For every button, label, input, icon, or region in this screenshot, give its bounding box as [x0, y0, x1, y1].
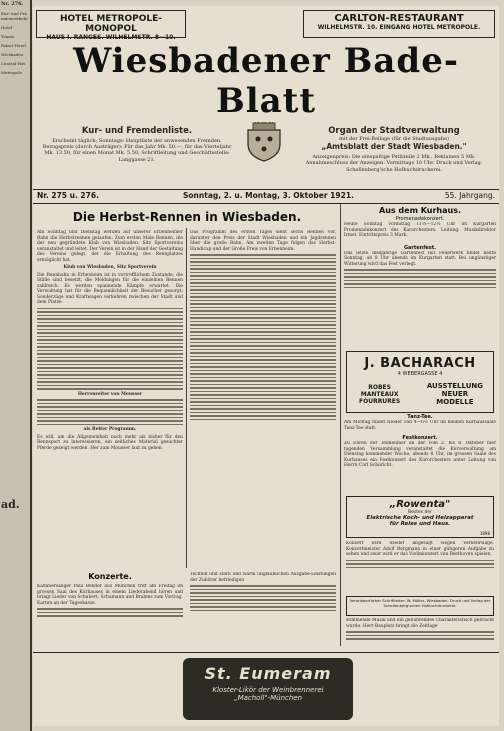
bacharach-advert: [346, 351, 494, 413]
text-line: [37, 332, 183, 334]
text-line: [190, 363, 336, 365]
text-line: [190, 412, 336, 414]
tanztee-text: [344, 420, 496, 431]
text-line: [37, 367, 183, 369]
text-line: [37, 343, 183, 345]
text-line: [190, 610, 336, 612]
text-line: [344, 280, 496, 282]
kurhaus-subheading: Promenadekonzert.: [395, 216, 445, 222]
text-line: [190, 377, 336, 379]
concerts-heading: Konzerte.: [88, 572, 132, 581]
binding-line: Tennis: [1, 34, 15, 39]
binding-line: Hotel: [1, 25, 13, 30]
right-column-lower: [344, 414, 496, 469]
text-line: [190, 596, 336, 598]
kur-fremdenliste-heading: Kur- und Fremdenliste.: [81, 126, 193, 136]
text-line: [37, 615, 183, 617]
text-line: [346, 631, 494, 633]
article-paragraph: Die Rennbahn in Erbenheim ist in vortrefflichem Zustande; die Ställe sind besetzt, die Meldungen für die einzelnen Rennen zahlreich. Es werden spannende Kämpfe erwartet. Die Verwaltung hat für die Bequemlichkeit der Besucher gesorgt; Sonderzüge und Kraftwagen verkehren zwischen der Stadt und dem Platze.: [37, 272, 183, 305]
text-line: [190, 272, 336, 274]
text-line: [190, 606, 336, 608]
amtsblatt-heading: „Amtsblatt der Stadt Wiesbaden.": [321, 142, 467, 152]
text-line: [190, 293, 336, 295]
text-line: [37, 315, 183, 317]
text-line: [344, 287, 496, 289]
publisher-text: Verantwortlicher Schriftleiter: W. Müller, Wiesbaden. Druck und Verlag der Schellenberg'schen Hofbuchdruckerei.: [349, 598, 491, 608]
text-line: [190, 380, 336, 382]
bacharach-name: J. BACHARACH: [364, 356, 476, 371]
bacharach-item: FOURRURES: [359, 398, 401, 405]
text-line: [37, 346, 183, 348]
binding-line: Wiesbaden: [1, 52, 24, 57]
concerts-text: [37, 584, 183, 644]
text-line: [190, 603, 336, 605]
bacharach-left-list: [359, 384, 400, 405]
text-line: [37, 339, 183, 341]
text-line: [37, 403, 183, 405]
bottom-right-text: [346, 618, 494, 652]
text-line: [190, 599, 336, 601]
rowenta-number: 1898: [479, 531, 490, 536]
text-line: [190, 314, 336, 316]
text-line: [37, 350, 183, 352]
bacharach-item: AUSSTELLUNG: [426, 382, 483, 390]
text-line: [190, 342, 336, 344]
text-line: [37, 413, 183, 415]
bacharach-item: MANTEAUX: [360, 391, 399, 398]
text-line: [190, 303, 336, 305]
bacharach-right-list: [427, 382, 483, 406]
volume-year: 55. Jahrgang.: [444, 191, 495, 200]
text-line: [344, 276, 496, 278]
newspaper-sheet: [33, 6, 499, 726]
bottom-right-paragraph: stimmende Musik und ein gebührendes Charakteristisch gebracht wurde. Herr Bauplatz bringt die Zeitlage: [346, 618, 494, 629]
article-title: Die Herbst-Rennen in Wiesbaden.: [72, 210, 302, 224]
text-line: [37, 378, 183, 380]
concerts-paragraph: Kammersänger Paul Bender aus München tritt am Freitag im grossen Saal des Kurhauses in einem Liederabend hören und bringt Lieder von Schubert, Schumann und Brahms zum Vortrag. Karten an der Tageskasse.: [37, 584, 183, 606]
hotel-metropole-ad: [36, 10, 186, 41]
right-header-block: [293, 126, 495, 173]
header-rule-bottom: [33, 203, 499, 204]
column-divider: [186, 228, 187, 568]
konzert-paragraph: Konzert wird wieder abgesagt wegen Verkehrslage. Konzertmeister Adolf Bergmann in einer gütigeren Aufgabe zu sehen und zwar wird er das Violinkonzert von Beethoven spielen.: [346, 541, 494, 557]
article-paragraph: Es will, um die Allgemeinheit noch mehr als bisher für den Rennsport zu interessieren, ein zeitliches Material gesuchter Pferde gezeigt werden. Her zum Mousser laut zu gehen.: [37, 434, 183, 451]
text-line: [37, 385, 183, 387]
carlton-subtitle: WILHELMSTR. 10. EINGANG HOTEL METROPOLE.: [317, 24, 481, 31]
footer-rule: [33, 652, 499, 653]
rowenta-advert: [346, 496, 494, 538]
text-line: [190, 345, 336, 347]
text-line: [37, 410, 183, 412]
text-line: [190, 324, 336, 326]
text-line: [190, 279, 336, 281]
festkonzert-paragraph: Zu Ehren der Teilnehmer an der vom 2. bis 8. Oktober hier tagenden Versammlung veranstaltet die Kurverwaltung am Dienstag kommender Woche, abends 8 Uhr, im grossen Saale des Kurhauses ein Festkonzert des Kurorchesters unter Leitung von Herrn Carl Schuricht.: [344, 441, 496, 468]
text-line: [37, 388, 183, 390]
binding-line: Metropole: [1, 70, 23, 75]
hotel-metropole-subtitle: HAUS I. RANGES. WILHELMSTR. 8—10.: [46, 34, 176, 41]
text-line: [37, 399, 183, 401]
text-line: [346, 635, 494, 637]
text-line: [37, 417, 183, 419]
text-line: [190, 391, 336, 393]
text-line: [190, 258, 336, 260]
binding-number: Nr. 276.: [1, 1, 24, 7]
eumeram-title: St. Eumeram: [204, 664, 332, 683]
rowenta-line: Bestes der: [408, 510, 432, 515]
article-column-2: [190, 230, 336, 568]
binding-mark: ad.: [1, 498, 20, 511]
article-paragraph: Am Sonntag und Dienstag werden auf unserer Erbenheimer Bahn die Herbstrennen gelaufen. Zum ersten Male Rennen, die der neu gegründete Klub von Wiesbaden, Sitz Sportvereins veranstaltet und leitet. Der Verein ist in der Hand der Gestaltung des Vereins gelegt, der die Erhaltung des Rennplatzes ermöglicht hat.: [37, 230, 183, 263]
article-subheading: als Reiter Programm.: [83, 427, 137, 432]
text-line: [346, 563, 494, 565]
eumeram-advert: [183, 658, 353, 720]
rowenta-line: für Reise und Haus.: [389, 521, 451, 527]
gartenfest-heading: Gartenfest.: [403, 244, 437, 251]
text-line: [190, 373, 336, 375]
text-line: [37, 336, 183, 338]
text-line: [190, 415, 336, 417]
text-line: [190, 296, 336, 298]
gartenfest-text: [344, 251, 496, 291]
bacharach-item: MODELLE: [436, 398, 474, 406]
festkonzert-heading: Festkonzert.: [402, 435, 438, 441]
text-line: [37, 360, 183, 362]
text-line: [344, 283, 496, 285]
text-line: [190, 254, 336, 256]
text-line: [190, 349, 336, 351]
text-line: [190, 352, 336, 354]
text-line: [190, 419, 336, 421]
text-line: [190, 408, 336, 410]
binding-line: Palast-Hotel: [1, 43, 26, 48]
masthead-title: Wiesbadener Bade-Blatt: [73, 41, 459, 121]
text-line: [37, 364, 183, 366]
text-line: [37, 612, 183, 614]
text-line: [190, 338, 336, 340]
text-line: [344, 269, 496, 271]
wiesbaden-crest-icon: [245, 122, 283, 162]
text-line: [190, 366, 336, 368]
text-line: [37, 322, 183, 324]
text-line: [190, 317, 336, 319]
text-line: [37, 325, 183, 327]
text-line: [37, 374, 183, 376]
text-line: [190, 310, 336, 312]
rowenta-title: „Rowenta": [389, 499, 451, 510]
kurhaus-heading: Aus dem Kurhaus.: [379, 206, 461, 215]
article-paragraph: Das Programm des ersten Tages sieht sechs Rennen vor, darunter den Preis der Stadt Wiesbaden und ein Jagdrennen über die große Bahn. Am zweiten Tage folgen das Herbst-Handicap und der Große Preis von Erbenheim.: [190, 230, 336, 252]
text-line: [37, 608, 183, 610]
text-line: [190, 394, 336, 396]
text-line: [37, 424, 183, 426]
column-divider: [340, 204, 341, 646]
organ-heading: Organ der Stadtverwaltung: [328, 126, 460, 136]
text-line: [190, 268, 336, 270]
text-line: [190, 307, 336, 309]
binding-line: Central-Hot.: [1, 61, 27, 66]
text-line: [37, 311, 183, 313]
text-line: [190, 384, 336, 386]
left-header-block: [37, 126, 237, 163]
bottom-middle-text: [190, 572, 336, 646]
text-line: [190, 265, 336, 267]
eumeram-subtitle-2: „Macholl"-München: [233, 694, 303, 702]
binding-line: Kur- und Fremdenverkehr: [1, 11, 29, 21]
text-line: [37, 357, 183, 359]
text-line: [190, 370, 336, 372]
text-line: [190, 592, 336, 594]
text-line: [190, 359, 336, 361]
text-line: [37, 381, 183, 383]
advert-rates: Anzeigenpreis: Die einspaltige Petitzeile 2 Mk., Reklamen 5 Mk. Annahmeschluss der Anzeigen: Vormittags 10 Uhr. Druck und Verlag: Schellenberg'sche Hofbuchdruckerei.: [305, 154, 483, 173]
article-subheading: Herrenreiter von Mousser: [77, 391, 143, 397]
text-line: [190, 328, 336, 330]
text-line: [190, 398, 336, 400]
publisher-box: [346, 596, 494, 616]
text-line: [37, 420, 183, 422]
text-line: [37, 329, 183, 331]
text-line: [190, 356, 336, 358]
hotel-metropole-title: HOTEL METROPOLE-MONOPOL: [59, 14, 163, 34]
text-line: [190, 405, 336, 407]
eumeram-subtitle: Kloster-Likör der Weinbrennerei: [212, 686, 324, 694]
article-subheading: Klub von Wiesbaden, Sitz Sportverein: [63, 265, 157, 270]
text-line: [190, 321, 336, 323]
subscription-info: Erscheint täglich; Sonntags: Hauptliste der anwesenden Fremden. Bezugspreis (durch Austräger): Für das Jahr Mk. 50.—, für das Vierteljahr Mk. 13.50, für einen Monat Mk. 5.50; Schriftleitung und Geschäftsstelle: Langgasse 21.: [42, 138, 232, 163]
text-line: [190, 335, 336, 337]
carlton-restaurant-ad: [303, 10, 495, 38]
text-line: [190, 589, 336, 591]
carlton-title: CARLTON-RESTAURANT: [334, 13, 464, 24]
kurhaus-paragraph: Heute Sonntag vormittag 11½—12½ Uhr im Kurgarten Promenadekonzert des Kurorchesters. Leitung: Musikdirektor Irmer. Eintrittspreis 3 Mark.: [344, 222, 496, 238]
text-line: [37, 406, 183, 408]
rowenta-line: Elektrische Koch- und Heizapparat: [366, 515, 474, 521]
adjacent-page-binding: [0, 0, 32, 731]
text-line: [346, 567, 494, 569]
text-line: [37, 371, 183, 373]
text-line: [190, 331, 336, 333]
dateline: [33, 190, 499, 202]
konzert-text: [346, 541, 494, 591]
text-line: [190, 286, 336, 288]
text-line: [190, 261, 336, 263]
text-line: [190, 387, 336, 389]
tanztee-paragraph: Am Montag findet wieder von 4—6½ Uhr im kleinen Kurhaussaale Tanz-Tee statt.: [344, 420, 496, 431]
issue-number: Nr. 275 u. 276.: [37, 191, 99, 200]
text-line: [190, 275, 336, 277]
text-line: [344, 273, 496, 275]
festkonzert-text: [344, 441, 496, 469]
gartenfest-paragraph: Das letzte diesjährige Gartenfest mit Feuerwerk findet heute Sonntag, ab 8 Uhr abends im Kurgarten statt. Bei ungünstiger Witterung wird das Fest verlegt.: [344, 250, 496, 267]
bottom-middle-paragraph: Technik und stark und warm unglaublichen Ausgabe-Leistungen der Zuhörer befriedigen: [190, 572, 336, 583]
kurhaus-text: [344, 222, 496, 239]
organ-subline: mit der Frei-Beilage (für die Stadtausgabe): [339, 136, 449, 142]
text-line: [346, 638, 494, 640]
text-line: [37, 353, 183, 355]
text-line: [190, 401, 336, 403]
article-column-1: [37, 230, 183, 530]
text-line: [190, 585, 336, 587]
tanztee-heading: Tanz-Tee.: [407, 414, 433, 420]
bacharach-item: NEUER: [441, 390, 469, 398]
text-line: [346, 560, 494, 562]
bacharach-item: ROBES: [368, 384, 391, 391]
text-line: [190, 300, 336, 302]
right-column: [344, 206, 496, 290]
text-line: [190, 282, 336, 284]
text-line: [37, 318, 183, 320]
text-line: [190, 289, 336, 291]
bacharach-address: 4 WEBERGASSE 4: [397, 371, 443, 377]
text-line: [37, 308, 183, 310]
issue-date: Sonntag, 2. u. Montag, 3. Oktober 1921.: [183, 191, 354, 200]
